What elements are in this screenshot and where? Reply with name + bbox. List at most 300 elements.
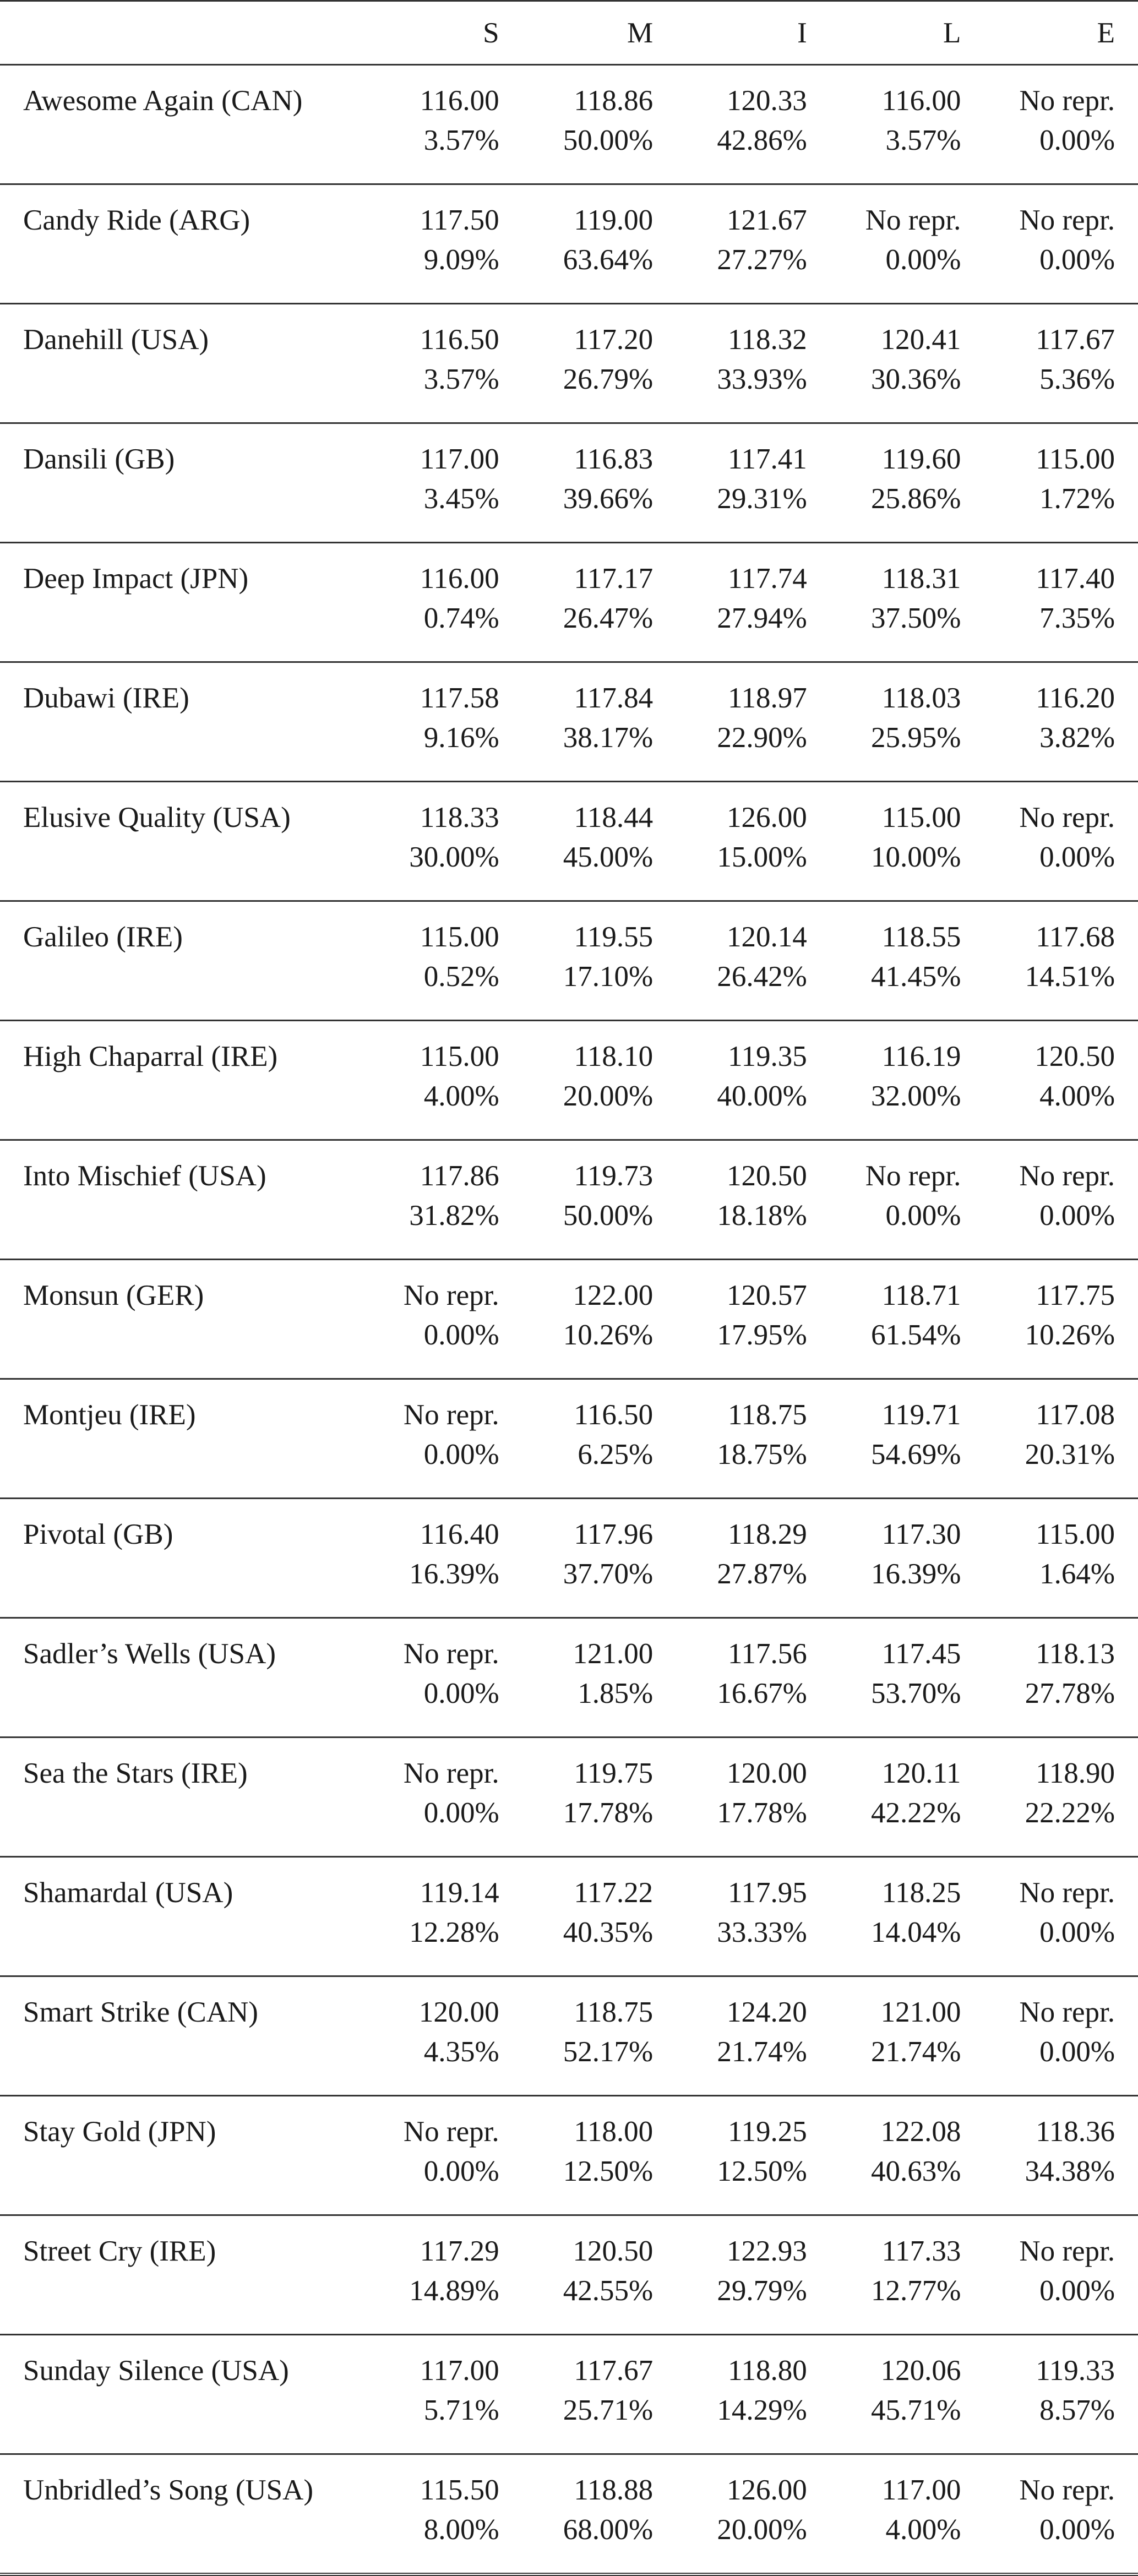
cell-s (368, 543, 522, 662)
cell-s (368, 1260, 522, 1379)
cell-s (368, 782, 522, 901)
cell-value: 117.84 (574, 682, 654, 714)
cell-value: 117.95 (727, 1877, 807, 1909)
cell-value: 117.86 (420, 1160, 499, 1192)
cell-percentage: 68.00% (563, 2514, 654, 2546)
cell-l (830, 901, 984, 1021)
cell-e (984, 2335, 1138, 2454)
table-row (0, 1499, 1138, 1618)
cell-value: 117.29 (420, 2235, 499, 2267)
cell-value: 120.50 (1034, 1041, 1115, 1072)
sire-name: Danehill (USA) (0, 304, 368, 423)
cell-value: 121.67 (727, 204, 807, 236)
cell-percentage: 0.00% (1039, 1916, 1115, 1948)
sire-name: Sea the Stars (IRE) (0, 1738, 368, 1857)
table-row (0, 2335, 1138, 2454)
cell-value: 116.00 (420, 85, 499, 117)
cell-value: 119.55 (574, 921, 654, 953)
cell-m (522, 1140, 677, 1260)
cell-percentage: 27.87% (717, 1558, 807, 1590)
cell-e (984, 304, 1138, 423)
cell-percentage: 4.35% (423, 2036, 499, 2068)
cell-m (522, 423, 677, 543)
cell-value: 115.00 (1036, 443, 1115, 475)
cell-s (368, 1499, 522, 1618)
cell-value: 118.71 (881, 1279, 961, 1311)
cell-percentage: 27.78% (1025, 1678, 1115, 1709)
cell-percentage: 3.57% (423, 124, 499, 156)
cell-percentage: 29.79% (717, 2275, 807, 2307)
table-row (0, 2215, 1138, 2335)
cell-percentage: 1.72% (1039, 483, 1115, 515)
cell-value: 117.68 (1036, 921, 1115, 953)
cell-percentage: 39.66% (563, 483, 654, 515)
cell-percentage: 18.75% (717, 1439, 807, 1471)
table-row (0, 2454, 1138, 2575)
cell-percentage: 3.57% (885, 124, 961, 156)
cell-value: 115.00 (420, 921, 499, 953)
cell-value: 118.90 (1036, 1757, 1115, 1789)
sire-name: Candy Ride (ARG) (0, 184, 368, 304)
cell-i (676, 304, 830, 423)
cell-e (984, 1140, 1138, 1260)
sire-name: Into Mischief (USA) (0, 1140, 368, 1260)
cell-value: 117.08 (1036, 1399, 1115, 1431)
cell-percentage: 52.17% (563, 2036, 654, 2068)
cell-l (830, 1976, 984, 2096)
cell-value: 119.25 (727, 2116, 807, 2148)
cell-value: 118.00 (574, 2116, 654, 2148)
cell-percentage: 20.00% (563, 1080, 654, 1112)
cell-i (676, 2096, 830, 2215)
cell-s (368, 1021, 522, 1140)
column-header-m: M (522, 1, 677, 65)
cell-m (522, 1857, 677, 1976)
cell-value: 120.00 (727, 1757, 807, 1789)
cell-percentage: 4.00% (423, 1080, 499, 1112)
cell-value: No repr. (403, 1399, 499, 1431)
cell-percentage: 18.18% (717, 1200, 807, 1232)
cell-i (676, 1140, 830, 1260)
cell-value: 117.50 (420, 204, 499, 236)
cell-value: No repr. (403, 1757, 499, 1789)
cell-percentage: 4.00% (885, 2514, 961, 2546)
cell-value: No repr. (1019, 1877, 1115, 1909)
cell-value: 118.31 (881, 563, 961, 595)
cell-e (984, 65, 1138, 184)
cell-percentage: 5.36% (1039, 363, 1115, 395)
cell-value: 118.03 (881, 682, 961, 714)
cell-percentage: 14.04% (870, 1916, 961, 1948)
cell-value: 116.50 (574, 1399, 654, 1431)
cell-m (522, 1738, 677, 1857)
cell-percentage: 34.38% (1025, 2155, 1115, 2187)
cell-l (830, 184, 984, 304)
cell-s (368, 2454, 522, 2575)
cell-i (676, 184, 830, 304)
cell-e (984, 2096, 1138, 2215)
cell-l (830, 1857, 984, 1976)
sire-name: Montjeu (IRE) (0, 1379, 368, 1499)
cell-value: No repr. (1019, 802, 1115, 834)
cell-e (984, 662, 1138, 782)
cell-i (676, 662, 830, 782)
cell-s (368, 1140, 522, 1260)
column-header-l: L (830, 1, 984, 65)
cell-i (676, 543, 830, 662)
sire-name: Smart Strike (CAN) (0, 1976, 368, 2096)
cell-percentage: 30.36% (870, 363, 961, 395)
cell-value: 119.00 (574, 204, 654, 236)
cell-value: 118.44 (574, 802, 654, 834)
cell-m (522, 543, 677, 662)
cell-value: 117.67 (574, 2355, 654, 2387)
cell-percentage: 25.95% (870, 722, 961, 754)
cell-percentage: 7.35% (1039, 602, 1115, 634)
table-row (0, 782, 1138, 901)
cell-e (984, 1260, 1138, 1379)
cell-value: 120.41 (880, 324, 961, 356)
cell-percentage: 27.94% (717, 602, 807, 634)
cell-percentage: 54.69% (870, 1439, 961, 1471)
cell-i (676, 1260, 830, 1379)
cell-value: 118.36 (1036, 2116, 1115, 2148)
cell-percentage: 0.00% (423, 1678, 499, 1709)
cell-s (368, 2096, 522, 2215)
table-row (0, 1976, 1138, 2096)
cell-value: 117.40 (1036, 563, 1115, 595)
table-row (0, 1618, 1138, 1738)
cell-percentage: 22.90% (717, 722, 807, 754)
cell-e (984, 1738, 1138, 1857)
cell-percentage: 26.47% (563, 602, 654, 634)
cell-percentage: 53.70% (870, 1678, 961, 1709)
cell-value: 118.86 (574, 85, 654, 117)
sire-name: Galileo (IRE) (0, 901, 368, 1021)
cell-s (368, 1857, 522, 1976)
cell-percentage: 50.00% (563, 124, 654, 156)
sire-name: Sunday Silence (USA) (0, 2335, 368, 2454)
cell-l (830, 1738, 984, 1857)
sire-name: High Chaparral (IRE) (0, 1021, 368, 1140)
cell-value: 116.20 (1036, 682, 1115, 714)
column-header-e: E (984, 1, 1138, 65)
cell-m (522, 2096, 677, 2215)
cell-percentage: 0.74% (423, 602, 499, 634)
cell-i (676, 1499, 830, 1618)
cell-percentage: 27.27% (717, 244, 807, 276)
cell-percentage: 9.16% (423, 722, 499, 754)
table-body (0, 65, 1138, 2575)
cell-percentage: 45.71% (870, 2394, 961, 2426)
cell-percentage: 26.42% (717, 961, 807, 993)
cell-s (368, 304, 522, 423)
cell-value: 118.75 (727, 1399, 807, 1431)
cell-percentage: 0.00% (885, 1200, 961, 1232)
cell-m (522, 1499, 677, 1618)
cell-percentage: 12.28% (409, 1916, 499, 1948)
column-header-i: I (676, 1, 830, 65)
cell-value: 117.58 (420, 682, 499, 714)
cell-value: No repr. (1019, 2235, 1115, 2267)
cell-e (984, 423, 1138, 543)
cell-m (522, 2454, 677, 2575)
cell-value: 120.57 (727, 1279, 807, 1311)
table-row (0, 65, 1138, 184)
cell-e (984, 2215, 1138, 2335)
cell-value: 117.00 (881, 2474, 961, 2506)
sire-name: Deep Impact (JPN) (0, 543, 368, 662)
cell-percentage: 10.26% (1025, 1319, 1115, 1351)
cell-percentage: 14.89% (409, 2275, 499, 2307)
table-row (0, 1379, 1138, 1499)
cell-value: 117.00 (420, 2355, 499, 2387)
cell-i (676, 2454, 830, 2575)
cell-percentage: 9.09% (423, 244, 499, 276)
cell-value: 122.08 (880, 2116, 961, 2148)
header-row (0, 1, 1138, 65)
cell-percentage: 12.50% (717, 2155, 807, 2187)
cell-l (830, 1140, 984, 1260)
cell-percentage: 17.78% (717, 1797, 807, 1829)
cell-value: 118.97 (727, 682, 807, 714)
cell-percentage: 17.78% (563, 1797, 654, 1829)
cell-percentage: 63.64% (563, 244, 654, 276)
cell-percentage: 0.00% (1039, 244, 1115, 276)
cell-s (368, 1738, 522, 1857)
cell-value: 121.00 (880, 1996, 961, 2028)
cell-m (522, 1618, 677, 1738)
cell-l (830, 782, 984, 901)
cell-percentage: 38.17% (563, 722, 654, 754)
cell-value: 120.06 (880, 2355, 961, 2387)
cell-e (984, 1379, 1138, 1499)
sire-name: Sadler’s Wells (USA) (0, 1618, 368, 1738)
cell-percentage: 25.71% (563, 2394, 654, 2426)
cell-i (676, 1857, 830, 1976)
cell-percentage: 16.39% (409, 1558, 499, 1590)
cell-value: 121.00 (573, 1638, 654, 1670)
cell-l (830, 1379, 984, 1499)
cell-l (830, 662, 984, 782)
sire-name: Elusive Quality (USA) (0, 782, 368, 901)
cell-m (522, 2215, 677, 2335)
cell-value: 117.74 (727, 563, 807, 595)
cell-percentage: 45.00% (563, 841, 654, 873)
cell-s (368, 2215, 522, 2335)
cell-percentage: 0.00% (423, 1439, 499, 1471)
cell-value: No repr. (1019, 2474, 1115, 2506)
cell-i (676, 1976, 830, 2096)
cell-s (368, 2335, 522, 2454)
cell-percentage: 25.86% (870, 483, 961, 515)
cell-value: 120.50 (573, 2235, 654, 2267)
cell-l (830, 2335, 984, 2454)
cell-value: 117.56 (727, 1638, 807, 1670)
sire-name: Street Cry (IRE) (0, 2215, 368, 2335)
cell-value: No repr. (1019, 85, 1115, 117)
table-row (0, 1021, 1138, 1140)
cell-percentage: 0.52% (423, 961, 499, 993)
table-row (0, 2096, 1138, 2215)
cell-l (830, 304, 984, 423)
cell-percentage: 37.70% (563, 1558, 654, 1590)
cell-value: 118.13 (1036, 1638, 1115, 1670)
cell-percentage: 3.82% (1039, 722, 1115, 754)
cell-percentage: 10.26% (563, 1319, 654, 1351)
cell-percentage: 14.51% (1025, 961, 1115, 993)
cell-percentage: 26.79% (563, 363, 654, 395)
cell-value: 116.83 (574, 443, 654, 475)
cell-value: 117.00 (420, 443, 499, 475)
cell-percentage: 0.00% (1039, 2514, 1115, 2546)
cell-percentage: 20.00% (717, 2514, 807, 2546)
cell-value: 117.67 (1036, 324, 1115, 356)
cell-percentage: 1.85% (578, 1678, 654, 1709)
cell-l (830, 423, 984, 543)
cell-m (522, 304, 677, 423)
cell-l (830, 1260, 984, 1379)
cell-percentage: 16.39% (870, 1558, 961, 1590)
cell-percentage: 6.25% (578, 1439, 654, 1471)
cell-percentage: 3.45% (423, 483, 499, 515)
cell-e (984, 2454, 1138, 2575)
cell-value: 119.75 (574, 1757, 654, 1789)
cell-percentage: 0.00% (423, 1797, 499, 1829)
cell-e (984, 1618, 1138, 1738)
cell-e (984, 1976, 1138, 2096)
cell-percentage: 50.00% (563, 1200, 654, 1232)
cell-percentage: 0.00% (1039, 124, 1115, 156)
cell-e (984, 1021, 1138, 1140)
cell-i (676, 1379, 830, 1499)
cell-percentage: 33.33% (717, 1916, 807, 1948)
cell-percentage: 20.31% (1025, 1439, 1115, 1471)
cell-value: 124.20 (727, 1996, 807, 2028)
cell-value: 116.40 (420, 1518, 499, 1550)
cell-value: 118.10 (574, 1041, 654, 1072)
cell-value: 117.41 (727, 443, 807, 475)
cell-value: 120.00 (418, 1996, 499, 2028)
cell-percentage: 21.74% (717, 2036, 807, 2068)
cell-value: No repr. (403, 2116, 499, 2148)
cell-percentage: 4.00% (1039, 1080, 1115, 1112)
table-row (0, 184, 1138, 304)
cell-percentage: 33.93% (717, 363, 807, 395)
cell-percentage: 1.64% (1039, 1558, 1115, 1590)
cell-percentage: 17.95% (717, 1319, 807, 1351)
cell-l (830, 65, 984, 184)
sire-name: Pivotal (GB) (0, 1499, 368, 1618)
cell-value: 119.71 (881, 1399, 961, 1431)
cell-percentage: 0.00% (423, 2155, 499, 2187)
cell-m (522, 65, 677, 184)
cell-l (830, 2096, 984, 2215)
cell-l (830, 1618, 984, 1738)
cell-percentage: 0.00% (1039, 2275, 1115, 2307)
sire-name: Stay Gold (JPN) (0, 2096, 368, 2215)
cell-percentage: 40.63% (870, 2155, 961, 2187)
sire-name: Monsun (GER) (0, 1260, 368, 1379)
cell-m (522, 2335, 677, 2454)
column-header-s: S (368, 1, 522, 65)
cell-value: 126.00 (727, 2474, 807, 2506)
table-row (0, 1140, 1138, 1260)
cell-value: 122.00 (573, 1279, 654, 1311)
cell-value: 116.00 (881, 85, 961, 117)
cell-percentage: 22.22% (1025, 1797, 1115, 1829)
cell-percentage: 42.22% (870, 1797, 961, 1829)
cell-i (676, 65, 830, 184)
cell-percentage: 29.31% (717, 483, 807, 515)
cell-value: 122.93 (727, 2235, 807, 2267)
cell-m (522, 1976, 677, 2096)
cell-value: 119.60 (881, 443, 961, 475)
cell-s (368, 184, 522, 304)
cell-percentage: 40.35% (563, 1916, 654, 1948)
cell-percentage: 42.86% (717, 124, 807, 156)
cell-value: 118.29 (727, 1518, 807, 1550)
cell-i (676, 1021, 830, 1140)
cell-percentage: 17.10% (563, 961, 654, 993)
cell-value: No repr. (865, 204, 961, 236)
cell-value: 120.33 (727, 85, 807, 117)
sire-name: Shamardal (USA) (0, 1857, 368, 1976)
cell-percentage: 0.00% (1039, 841, 1115, 873)
cell-percentage: 30.00% (409, 841, 499, 873)
table-row (0, 1857, 1138, 1976)
column-header-name (0, 1, 368, 65)
cell-value: 120.14 (727, 921, 807, 953)
cell-value: 115.00 (1036, 1518, 1115, 1550)
cell-s (368, 662, 522, 782)
sire-name: Dansili (GB) (0, 423, 368, 543)
cell-value: 115.50 (420, 2474, 499, 2506)
cell-percentage: 10.00% (870, 841, 961, 873)
cell-value: No repr. (865, 1160, 961, 1192)
cell-value: 118.88 (574, 2474, 654, 2506)
cell-value: 117.17 (574, 563, 654, 595)
cell-value: 118.80 (727, 2355, 807, 2387)
cell-value: 120.50 (727, 1160, 807, 1192)
cell-m (522, 184, 677, 304)
cell-i (676, 1738, 830, 1857)
cell-l (830, 2215, 984, 2335)
cell-percentage: 61.54% (870, 1319, 961, 1351)
table-row (0, 423, 1138, 543)
cell-e (984, 543, 1138, 662)
cell-m (522, 901, 677, 1021)
cell-value: 117.45 (881, 1638, 961, 1670)
cell-value: No repr. (403, 1279, 499, 1311)
cell-percentage: 21.74% (870, 2036, 961, 2068)
cell-m (522, 1260, 677, 1379)
cell-m (522, 782, 677, 901)
cell-s (368, 1618, 522, 1738)
cell-value: 118.75 (574, 1996, 654, 2028)
cell-i (676, 2215, 830, 2335)
cell-percentage: 40.00% (717, 1080, 807, 1112)
cell-percentage: 15.00% (717, 841, 807, 873)
cell-value: 117.30 (881, 1518, 961, 1550)
cell-e (984, 1857, 1138, 1976)
cell-percentage: 0.00% (885, 244, 961, 276)
cell-percentage: 14.29% (717, 2394, 807, 2426)
cell-value: 119.14 (420, 1877, 499, 1909)
table-row (0, 304, 1138, 423)
cell-value: No repr. (1019, 204, 1115, 236)
cell-s (368, 901, 522, 1021)
